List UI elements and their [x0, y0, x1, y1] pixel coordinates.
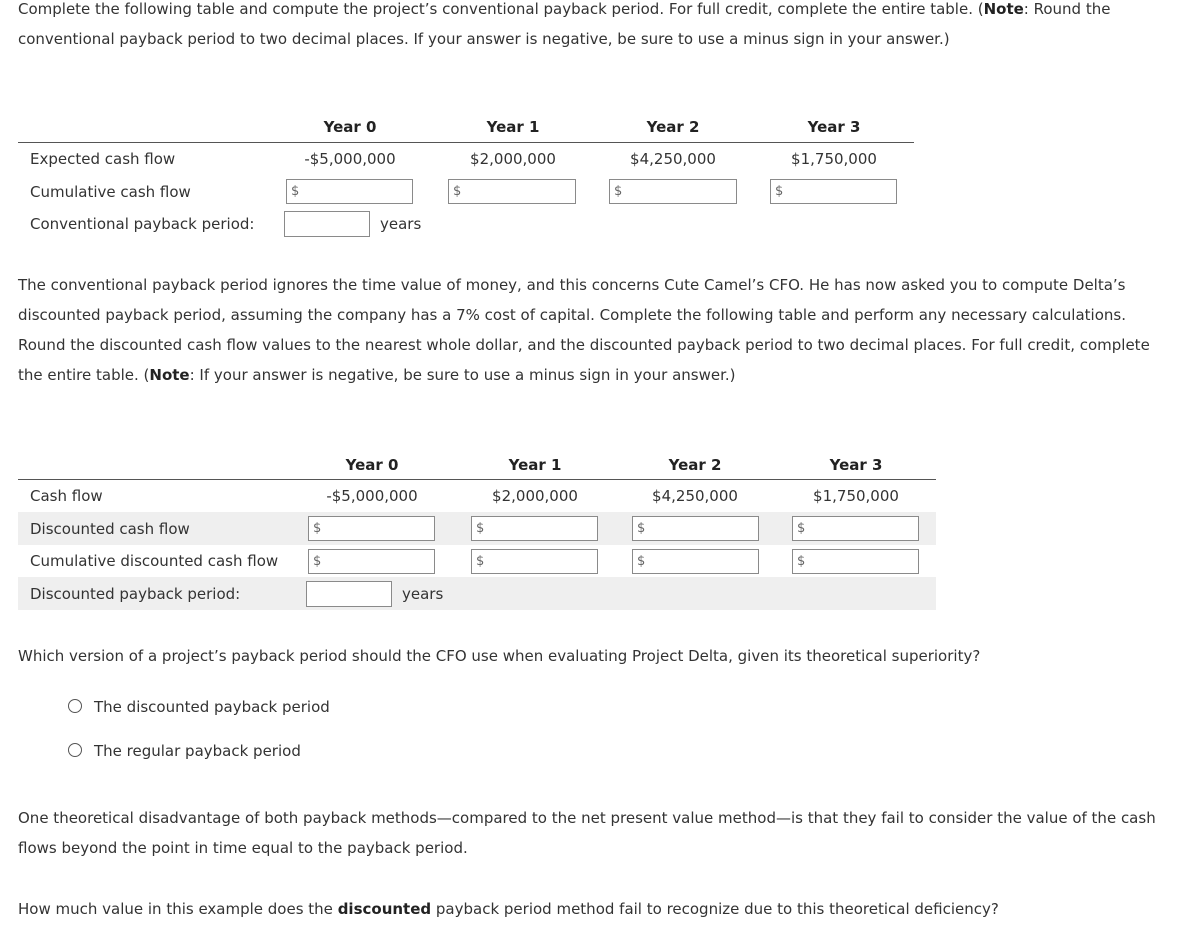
cumulative-discounted-year1-input[interactable]: [490, 552, 597, 573]
table2-header-year0: Year 0: [345, 456, 399, 474]
discounted-cash-flow-year1-field[interactable]: [471, 516, 598, 541]
dollar-icon: [614, 184, 622, 199]
option-regular-payback-label[interactable]: The regular payback period: [94, 742, 301, 760]
dollar-icon: [476, 554, 484, 569]
dollar-icon: [476, 521, 484, 536]
discounted-payback-field[interactable]: [306, 581, 392, 607]
discounted-cash-flow-year2-field[interactable]: [632, 516, 759, 541]
cash-flow-label: Cash flow: [30, 487, 103, 505]
cumulative-cash-flow-label: Cumulative cash flow: [30, 183, 191, 201]
discounted-instructions-paragraph: The conventional payback period ignores the time value of money, and this concerns Cute Camel’s CFO. He has now asked you to compute Delta’s discounted payback period, assuming the company has a 7% cost of capital. Complete the following table and perform any necessary calculations. Round the discounted cash flow values to the nearest whole dollar, and the discounted payback period to two decimal places. For full credit, complete the entire table. (Note: If your answer is negative, be sure to use a minus sign in your answer.): [18, 276, 1150, 384]
dollar-icon: [797, 554, 805, 569]
dollar-icon: [637, 521, 645, 536]
disadvantage-paragraph: One theoretical disadvantage of both payback methods—compared to the net present value method—is that they fail to consider the value of the cash flows beyond the point in time equal to the payback period.: [18, 809, 1156, 857]
final-question: How much value in this example does the discounted payback period method fail to recognize due to this theoretical deficiency?: [18, 900, 999, 918]
table1-header-year2: Year 2: [646, 118, 700, 136]
discounted-cash-flow-label: Discounted cash flow: [30, 520, 190, 538]
cumulative-cash-flow-year0-field[interactable]: [286, 179, 413, 204]
discounted-cash-flow-year0-input[interactable]: [327, 519, 434, 540]
expected-cash-flow-year3: $1,750,000: [791, 150, 877, 168]
cumulative-cash-flow-year2-field[interactable]: [609, 179, 737, 204]
note-label: Note: [983, 0, 1024, 18]
conventional-payback-input[interactable]: [289, 215, 369, 235]
radio-regular-payback[interactable]: [68, 743, 82, 757]
discounted-emphasis: discounted: [337, 900, 432, 918]
cash-flow-year0: -$5,000,000: [326, 487, 418, 505]
cumulative-cash-flow-year3-input[interactable]: [789, 182, 896, 203]
discounted-payback-years-label: years: [402, 585, 444, 603]
discounted-payback-input[interactable]: [311, 585, 391, 605]
cumulative-discounted-year2-input[interactable]: [651, 552, 758, 573]
cumulative-discounted-year3-input[interactable]: [811, 552, 918, 573]
expected-cash-flow-year0: -$5,000,000: [304, 150, 396, 168]
discounted-cash-flow-year0-field[interactable]: [308, 516, 435, 541]
discounted-cash-flow-year3-input[interactable]: [811, 519, 918, 540]
dollar-icon: [313, 554, 321, 569]
cash-flow-year3: $1,750,000: [813, 487, 899, 505]
dollar-icon: [313, 521, 321, 536]
table1-header-year1: Year 1: [486, 118, 540, 136]
conventional-payback-years-label: years: [380, 215, 422, 233]
discounted-cash-flow-year2-input[interactable]: [651, 519, 758, 540]
intro-paragraph: Complete the following table and compute the project’s conventional payback period. For full credit, complete the entire table. (Note: Round the conventional payback period to two decimal places. If your answer is negative, be sure to use a minus sign in your answer.): [18, 0, 1111, 48]
cumulative-discounted-year0-field[interactable]: [308, 549, 435, 574]
discounted-cash-flow-year3-field[interactable]: [792, 516, 919, 541]
dollar-icon: [291, 184, 299, 199]
cumulative-cash-flow-year2-input[interactable]: [628, 182, 736, 203]
cumulative-cash-flow-year3-field[interactable]: [770, 179, 897, 204]
table2-header-year1: Year 1: [508, 456, 562, 474]
dollar-icon: [637, 554, 645, 569]
expected-cash-flow-year2: $4,250,000: [630, 150, 716, 168]
table1-header-year3: Year 3: [807, 118, 861, 136]
cumulative-cash-flow-year1-input[interactable]: [467, 182, 575, 203]
dollar-icon: [775, 184, 783, 199]
table2-header-year3: Year 3: [829, 456, 883, 474]
cumulative-discounted-cash-flow-label: Cumulative discounted cash flow: [30, 552, 279, 570]
cumulative-discounted-year3-field[interactable]: [792, 549, 919, 574]
dollar-icon: [453, 184, 461, 199]
table2-header-year2: Year 2: [668, 456, 722, 474]
cumulative-cash-flow-year0-input[interactable]: [305, 182, 412, 203]
discounted-payback-label: Discounted payback period:: [30, 585, 241, 603]
cash-flow-year1: $2,000,000: [492, 487, 578, 505]
radio-discounted-payback[interactable]: [68, 699, 82, 713]
conventional-payback-label: Conventional payback period:: [30, 215, 255, 233]
cumulative-cash-flow-year1-field[interactable]: [448, 179, 576, 204]
cumulative-discounted-year1-field[interactable]: [471, 549, 598, 574]
expected-cash-flow-label: Expected cash flow: [30, 150, 176, 168]
option-discounted-payback-label[interactable]: The discounted payback period: [94, 698, 330, 716]
question-text: Which version of a project’s payback period should the CFO use when evaluating Project Delta, given its theoretical superiority?: [18, 647, 981, 665]
table2-header-divider: [18, 479, 936, 480]
expected-cash-flow-year1: $2,000,000: [470, 150, 556, 168]
dollar-icon: [797, 521, 805, 536]
table1-header-year0: Year 0: [323, 118, 377, 136]
note-label: Note: [149, 366, 190, 384]
cumulative-discounted-year0-input[interactable]: [327, 552, 434, 573]
discounted-cash-flow-year1-input[interactable]: [490, 519, 597, 540]
conventional-payback-field[interactable]: [284, 211, 370, 237]
cash-flow-year2: $4,250,000: [652, 487, 738, 505]
table1-header-divider: [18, 142, 914, 143]
cumulative-discounted-year2-field[interactable]: [632, 549, 759, 574]
